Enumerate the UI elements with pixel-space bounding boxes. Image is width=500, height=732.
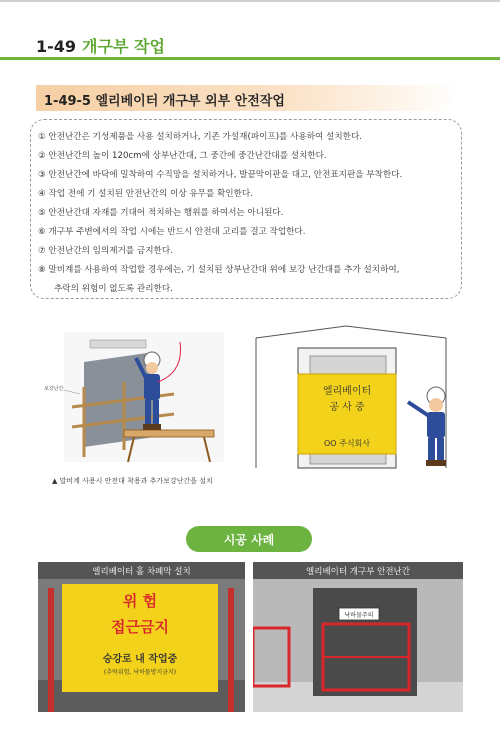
rule-item: ① 안전난간은 기성제품을 사용 설치하거나, 기존 가설재(파이프)를 사용하여 설치한다. <box>38 132 362 142</box>
worker-leg <box>437 438 444 462</box>
worker-boot <box>143 424 152 430</box>
sign-line-2: 공 사 중 <box>329 402 365 413</box>
curtain-line-3: 승강로 내 작업중 <box>102 654 178 665</box>
sign-line-3: OO 주식회사 <box>323 439 371 448</box>
photo-scene <box>253 562 463 712</box>
chapter-number: 1-49 <box>36 37 77 56</box>
rule-item: ⑥ 개구부 주변에서의 작업 시에는 반드시 안전대 고리를 걸고 작업한다. <box>38 227 306 237</box>
worker-boot <box>436 460 446 466</box>
upper-rail <box>90 340 146 348</box>
rule-item: ⑧ 말비계를 사용하여 작업할 경우에는, 기 설치된 상부난간대 위에 보강 난간대를 추가 설치하여, <box>38 265 400 275</box>
worker-leg <box>145 400 151 426</box>
worker-face <box>429 398 443 412</box>
worker-boot <box>426 460 436 466</box>
photo-scene <box>38 562 245 712</box>
section-title: 1-49-5 엘리베이터 개구부 외부 안전작업 <box>44 94 285 109</box>
ceiling-line <box>256 326 446 338</box>
rule-item: ⑤ 안전난간대 자재를 기대어 적치하는 행위를 하여서는 아니된다. <box>38 208 284 218</box>
construction-cases-badge: 시공 사례 <box>186 526 312 552</box>
photo-elevator-hall-curtain <box>38 562 245 712</box>
curtain-line-1: 위 험 <box>122 592 158 610</box>
photo-right-title: 엘리베이터 개구부 안전난간 <box>253 562 463 579</box>
chapter-title: 개구부 작업 <box>82 37 165 56</box>
top-rule <box>0 0 500 2</box>
caution-sign-text: 낙하물주의 <box>344 612 374 619</box>
worker-arm <box>408 402 429 416</box>
rule-item: ④ 작업 전에 기 설치된 안전난간의 이상 유무를 확인한다. <box>38 189 253 199</box>
worker-leg <box>153 400 159 426</box>
rule-item: ② 안전난간의 높이 120cm에 상부난간대, 그 중간에 중간난간대를 설치한다. <box>38 151 327 161</box>
curtain-line-4: (추락위험, 낙하물방지금지) <box>103 669 177 676</box>
rule-item: ⑦ 안전난간의 임의제거를 금지한다. <box>38 246 173 256</box>
side-label: 보강난간 <box>44 386 64 392</box>
sign-line-1: 엘리베이터 <box>322 386 372 397</box>
shaft-opening <box>313 588 417 696</box>
rule-item-continuation: 추락의 위험이 없도록 관리한다. <box>54 284 173 294</box>
chapter-heading <box>36 34 165 57</box>
rules-list <box>38 128 458 299</box>
worker-boot <box>152 424 161 430</box>
photo-elevator-guardrail <box>253 562 463 712</box>
photo-left-title: 엘리베이터 홀 차폐막 설치 <box>38 562 245 579</box>
trestle-worker-illustration <box>44 322 244 472</box>
worker-body <box>144 374 160 400</box>
curtain-line-2: 접근금지 <box>111 618 169 636</box>
chapter-rule <box>0 57 500 60</box>
red-post <box>48 588 54 712</box>
worker-body <box>427 412 445 438</box>
rule-item: ③ 안전난간에 바닥에 밀착하여 수직망을 설치하거나, 발끝막이판을 대고, 안전표지판을 부착한다. <box>38 170 403 180</box>
worker-leg <box>428 438 435 462</box>
illustration-caption: ▲ 말비계 사용시 안전대 착용과 추가보강난간을 설치 <box>52 477 213 485</box>
worker-face <box>146 362 158 374</box>
trestle-platform <box>124 430 214 437</box>
elevator-sign-illustration <box>246 318 466 478</box>
red-post <box>228 588 234 712</box>
